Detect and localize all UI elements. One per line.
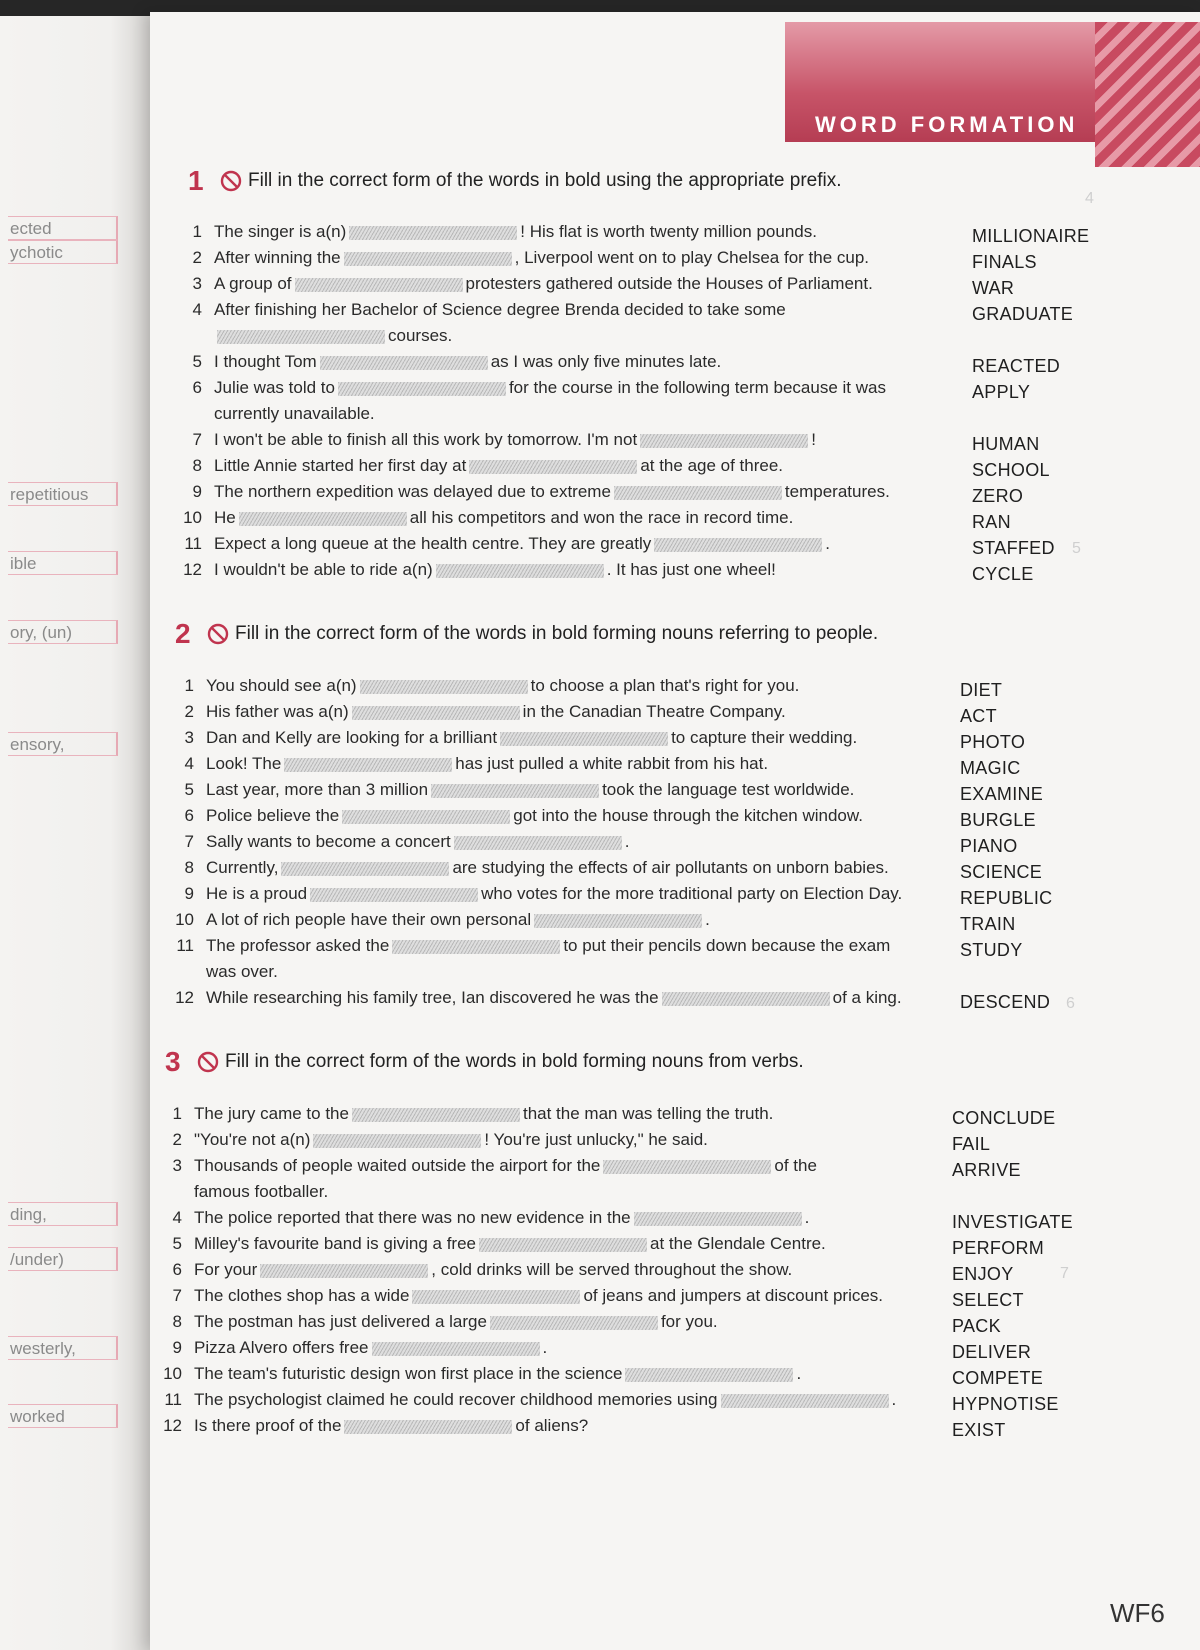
keyword: MAGIC (960, 758, 1021, 778)
exercise-item (158, 1260, 792, 1280)
exercise-instruction: Fill in the correct form of the words in bold forming nouns referring to people. (235, 623, 879, 644)
keyword: DESCEND (960, 992, 1051, 1012)
sentence-before-gap: A lot of rich people have their own personal (206, 910, 532, 929)
exercise-item (170, 988, 902, 1008)
exercise-item (170, 936, 890, 956)
keyword: DIET (960, 680, 1003, 700)
sentence-before-gap: He is a proud (206, 884, 308, 903)
exercise-item (178, 430, 816, 450)
sentence-before-gap: Sally wants to become a concert (206, 832, 451, 851)
keyword: MILLIONAIRE (972, 226, 1090, 246)
answer-blank[interactable] (352, 1108, 520, 1122)
answer-blank[interactable] (412, 1290, 580, 1304)
sentence-before-gap: The postman has just delivered a large (194, 1312, 487, 1331)
item-number: 5 (172, 1234, 182, 1253)
sentence-after-gap: ! (811, 430, 816, 449)
exercise-number: 3 (165, 1046, 181, 1077)
sentence-continuation: famous footballer. (194, 1182, 329, 1201)
faint-exercise-number: 5 (1072, 540, 1081, 557)
no-dictionary-icon (220, 170, 242, 192)
header-stripes (1095, 22, 1200, 167)
answer-blank[interactable] (436, 564, 604, 578)
sentence-after-gap: of the (774, 1156, 817, 1175)
exercise-instruction: Fill in the correct form of the words in bold using the appropriate prefix. (248, 170, 842, 191)
sentence-after-gap: . (542, 1338, 548, 1357)
exercise-item (178, 274, 873, 294)
item-number: 10 (183, 508, 202, 527)
item-number: 2 (184, 702, 194, 721)
left-fragment: ychotic (8, 240, 118, 264)
exercise-item (158, 1364, 801, 1384)
sentence-after-gap: . (624, 832, 630, 851)
left-fragment: ory, (un) (8, 620, 118, 644)
answer-blank[interactable] (625, 1368, 793, 1382)
sentence-after-gap: to capture their wedding. (671, 728, 858, 747)
exercise-instruction: Fill in the correct form of the words in bold forming nouns from verbs. (225, 1051, 804, 1072)
sentence-before-gap: Last year, more than 3 million (206, 780, 429, 799)
sentence-before-gap: Is there proof of the (194, 1416, 342, 1435)
item-number: 8 (192, 456, 202, 475)
sentence-before-gap: The jury came to the (194, 1104, 349, 1123)
item-number: 7 (192, 430, 202, 449)
answer-blank[interactable] (344, 252, 512, 266)
answer-blank[interactable] (431, 784, 599, 798)
sentence-before-gap: I won't be able to finish all this work by tomorrow. I'm not (214, 430, 638, 449)
item-number: 10 (175, 910, 194, 929)
sentence-after-gap: . (705, 910, 710, 929)
sentence-before-gap: Pizza Alvero offers free (194, 1338, 369, 1357)
answer-blank[interactable] (500, 732, 668, 746)
keyword: ARRIVE (952, 1160, 1021, 1180)
exercise-item (158, 1312, 718, 1332)
sentence-before-gap: The psychologist claimed he could recover childhood memories using (194, 1390, 718, 1409)
sentence-after-gap: ! His flat is worth twenty million pounds. (520, 222, 817, 241)
item-number: 4 (192, 300, 202, 319)
item-number: 3 (192, 274, 202, 293)
sentence-after-gap: . (891, 1390, 897, 1409)
exercise-item (178, 560, 776, 580)
keyword: REACTED (972, 356, 1061, 376)
sentence-after-gap: got into the house through the kitchen window. (513, 806, 863, 825)
keyword: TRAIN (960, 914, 1016, 934)
left-fragment: repetitious (8, 482, 118, 506)
answer-blank[interactable] (284, 758, 452, 772)
sentence-before-gap: The professor asked the (206, 936, 390, 955)
keyword: FINALS (972, 252, 1037, 272)
left-fragment: ding, (8, 1202, 118, 1226)
sentence-before-gap: Look! The (206, 754, 282, 773)
sentence-before-gap: While researching his family tree, Ian discovered he was the (206, 988, 659, 1007)
keyword: CYCLE (972, 564, 1034, 584)
exercise-item (170, 910, 710, 930)
item-number: 3 (172, 1156, 182, 1175)
sentence-before-gap: Thousands of people waited outside the airport for the (194, 1156, 601, 1175)
answer-blank[interactable] (372, 1342, 540, 1356)
faint-exercise-number: 4 (1085, 190, 1094, 207)
answer-blank[interactable] (344, 1420, 512, 1434)
item-number: 5 (184, 780, 194, 799)
keyword: STUDY (960, 940, 1023, 960)
left-fragment: ected (8, 216, 118, 240)
exercise-item (170, 884, 902, 904)
answer-blank[interactable] (295, 278, 463, 292)
sentence-continuation: currently unavailable. (214, 404, 375, 423)
keyword: SELECT (952, 1290, 1024, 1310)
sentence-continuation (214, 326, 452, 346)
item-number: 2 (192, 248, 202, 267)
keyword: SCIENCE (960, 862, 1043, 882)
item-number: 12 (175, 988, 194, 1007)
item-number: 12 (163, 1416, 182, 1435)
exercise-item (158, 1104, 773, 1124)
item-number: 2 (172, 1130, 182, 1149)
keyword: COMPETE (952, 1368, 1044, 1388)
keyword: REPUBLIC (960, 888, 1053, 908)
item-number: 8 (184, 858, 194, 877)
exercise-item (158, 1390, 896, 1410)
sentence-after-gap: who votes for the more traditional party on Election Day. (481, 884, 903, 903)
exercise-item (170, 858, 889, 878)
item-number: 6 (184, 806, 194, 825)
exercise-item (158, 1130, 708, 1150)
keyword: PACK (952, 1316, 1001, 1336)
exercise-item (170, 676, 799, 696)
exercise-item (178, 248, 869, 268)
exercise-3-heading (165, 1046, 804, 1078)
exercise-item (158, 1208, 809, 1228)
sentence-after-gap: . (796, 1364, 802, 1383)
sentence-after-gap: . It has just one wheel! (606, 560, 776, 579)
keyword: RAN (972, 512, 1011, 532)
exercise-item (178, 352, 721, 372)
sentence-after-gap: for the course in the following term because it was (508, 378, 886, 397)
sentence-before-gap: He (214, 508, 236, 527)
sentence-before-gap: I wouldn't be able to ride a(n) (214, 560, 433, 579)
section-title: WORD FORMATION (815, 112, 1079, 137)
item-number: 9 (192, 482, 202, 501)
sentence-after-gap: in the Canadian Theatre Company. (522, 702, 786, 721)
sentence-after-gap: protesters gathered outside the Houses of Parliament. (465, 274, 873, 293)
answer-blank[interactable] (313, 1134, 481, 1148)
faint-exercise-number: 6 (1066, 995, 1075, 1012)
exercise-item (158, 1156, 817, 1176)
keyword: ZERO (972, 486, 1024, 506)
answer-blank[interactable] (217, 330, 385, 344)
item-number: 1 (172, 1104, 182, 1123)
answer-blank[interactable] (603, 1160, 771, 1174)
sentence-after-gap: for you. (660, 1312, 718, 1331)
left-fragment: /under) (8, 1247, 118, 1271)
sentence-before-gap: After winning the (214, 248, 341, 267)
sentence-after-gap: as I was only five minutes late. (490, 352, 722, 371)
exercise-item (178, 482, 890, 502)
no-dictionary-icon (197, 1051, 219, 1073)
sentence-after-gap: . (804, 1208, 810, 1227)
exercise-item (158, 1416, 588, 1436)
item-number: 1 (192, 222, 202, 241)
keyword: HYPNOTISE (952, 1394, 1059, 1414)
sentence-after-gap: of jeans and jumpers at discount prices. (583, 1286, 884, 1305)
sentence-before-gap: The northern expedition was delayed due to extreme (214, 482, 611, 501)
no-dictionary-icon (207, 623, 229, 645)
sentence-after-gap: , cold drinks will be served throughout the show. (431, 1260, 793, 1279)
sentence-continuation: was over. (206, 962, 278, 981)
item-number: 11 (164, 1390, 182, 1409)
keyword: PIANO (960, 836, 1018, 856)
sentence-before-gap: Expect a long queue at the health centre. They are greatly (214, 534, 652, 553)
keyword: EXAMINE (960, 784, 1044, 804)
sentence-after-gap: all his competitors and won the race in record time. (409, 508, 794, 527)
item-number: 6 (192, 378, 202, 397)
item-number: 10 (163, 1364, 182, 1383)
keyword: ENJOY (952, 1264, 1014, 1284)
sentence-before-gap: Police believe the (206, 806, 340, 825)
answer-blank[interactable] (662, 992, 830, 1006)
keyword: DELIVER (952, 1342, 1032, 1362)
sentence-after-gap: has just pulled a white rabbit from his hat. (455, 754, 769, 773)
sentence-before-gap: Dan and Kelly are looking for a brilliant (206, 728, 498, 747)
sentence-after-gap: to put their pencils down because the exam (563, 936, 891, 955)
answer-blank[interactable] (320, 356, 488, 370)
exercise-item (178, 300, 786, 320)
answer-blank[interactable] (281, 862, 449, 876)
sentence-before-gap: A group of (214, 274, 292, 293)
sentence-before-gap: His father was a(n) (206, 702, 349, 721)
keyword: BURGLE (960, 810, 1036, 830)
keyword: WAR (972, 278, 1015, 298)
keyword: GRADUATE (972, 304, 1074, 324)
sentence-after-gap: that the man was telling the truth. (522, 1104, 774, 1123)
faint-exercise-number: 7 (1060, 1265, 1069, 1282)
item-number: 7 (172, 1286, 182, 1305)
sentence-after-gap: , Liverpool went on to play Chelsea for the cup. (514, 248, 870, 267)
answer-blank[interactable] (490, 1316, 658, 1330)
keyword: HUMAN (972, 434, 1040, 454)
sentence-after-gap: at the age of three. (640, 456, 784, 475)
exercise-item (158, 1286, 883, 1306)
sentence-before-gap: Milley's favourite band is giving a free (194, 1234, 476, 1253)
sentence-before-gap: The police reported that there was no new evidence in the (194, 1208, 631, 1227)
keyword: STAFFED (972, 538, 1055, 558)
exercise-number: 1 (188, 165, 204, 196)
sentence-after-gap: ! You're just unlucky," he said. (484, 1130, 708, 1149)
sentence-before-gap: I thought Tom (214, 352, 317, 371)
sentence-after-gap: of aliens? (515, 1416, 589, 1435)
item-number: 4 (184, 754, 194, 773)
keyword: FAIL (952, 1134, 991, 1154)
item-number: 4 (172, 1208, 182, 1227)
keyword: CONCLUDE (952, 1108, 1056, 1128)
answer-blank[interactable] (614, 486, 782, 500)
sentence-after-gap: temperatures. (784, 482, 890, 501)
exercise-item (178, 378, 886, 398)
item-number: 11 (184, 534, 202, 553)
exercise-item (158, 1338, 547, 1358)
keyword: PERFORM (952, 1238, 1045, 1258)
sentence-after-gap: took the language test worldwide. (602, 780, 855, 799)
sentence-after-gap: . (825, 534, 830, 553)
exercise-item (170, 702, 786, 722)
answer-blank[interactable] (352, 706, 520, 720)
sentence-before-gap: Currently, (206, 858, 279, 877)
exercise-item (178, 222, 817, 242)
item-number: 9 (172, 1338, 182, 1357)
answer-blank[interactable] (454, 836, 622, 850)
sentence-before-gap: You should see a(n) (206, 676, 357, 695)
left-fragment: ible (8, 551, 118, 575)
sentence-after-gap: to choose a plan that's right for you. (530, 676, 800, 695)
left-fragment: ensory, (8, 732, 118, 756)
exercise-item (170, 832, 629, 852)
sentence-before-gap: For your (194, 1260, 258, 1279)
sentence-before-gap: The singer is a(n) (214, 222, 347, 241)
exercise-item (158, 1234, 826, 1254)
keyword: PHOTO (960, 732, 1026, 752)
item-number: 11 (176, 936, 194, 955)
answer-blank[interactable] (342, 810, 510, 824)
exercise-item (170, 780, 854, 800)
sentence-before-gap: After finishing her Bachelor of Science degree Brenda decided to take some (214, 300, 786, 319)
item-number: 9 (184, 884, 194, 903)
sentence-after-gap: of a king. (832, 988, 902, 1007)
sentence-before-gap: The clothes shop has a wide (194, 1286, 410, 1305)
answer-blank[interactable] (479, 1238, 647, 1252)
keyword: APPLY (972, 382, 1031, 402)
item-number: 6 (172, 1260, 182, 1279)
exercise-item (178, 534, 830, 554)
exercise-item (170, 754, 768, 774)
left-fragment: worked (8, 1404, 118, 1428)
sentence-before-gap: "You're not a(n) (194, 1130, 311, 1149)
item-number: 12 (183, 560, 202, 579)
left-page (0, 16, 158, 1650)
answer-blank[interactable] (239, 512, 407, 526)
answer-blank[interactable] (260, 1264, 428, 1278)
exercise-item (178, 508, 793, 528)
sentence-before-gap: Little Annie started her first day at (214, 456, 467, 475)
exercise-item (178, 456, 783, 476)
left-fragment: westerly, (8, 1336, 118, 1360)
exercise-2-heading (175, 618, 878, 650)
answer-blank[interactable] (654, 538, 822, 552)
answer-blank[interactable] (721, 1394, 889, 1408)
continuation-text: courses. (388, 326, 453, 345)
sentence-after-gap: are studying the effects of air pollutants on unborn babies. (452, 858, 889, 877)
sentence-after-gap: at the Glendale Centre. (650, 1234, 826, 1253)
answer-blank[interactable] (392, 940, 560, 954)
item-number: 3 (184, 728, 194, 747)
answer-blank[interactable] (310, 888, 478, 902)
answer-blank[interactable] (349, 226, 517, 240)
keyword: ACT (960, 706, 997, 726)
exercise-number: 2 (175, 618, 191, 649)
exercise-item (170, 806, 863, 826)
answer-blank[interactable] (469, 460, 637, 474)
item-number: 5 (192, 352, 202, 371)
answer-blank[interactable] (338, 382, 506, 396)
answer-blank[interactable] (640, 434, 808, 448)
keyword: INVESTIGATE (952, 1212, 1073, 1232)
answer-blank[interactable] (360, 680, 528, 694)
exercise-1-heading (188, 165, 842, 197)
answer-blank[interactable] (634, 1212, 802, 1226)
item-number: 1 (184, 676, 194, 695)
keyword: EXIST (952, 1420, 1006, 1440)
sentence-before-gap: The team's futuristic design won first place in the science (194, 1364, 623, 1383)
item-number: 8 (172, 1312, 182, 1331)
exercise-item (170, 728, 857, 748)
sentence-before-gap: Julie was told to (214, 378, 335, 397)
answer-blank[interactable] (534, 914, 702, 928)
page-number: WF6 (1110, 1598, 1165, 1628)
item-number: 7 (184, 832, 194, 851)
keyword: SCHOOL (972, 460, 1050, 480)
